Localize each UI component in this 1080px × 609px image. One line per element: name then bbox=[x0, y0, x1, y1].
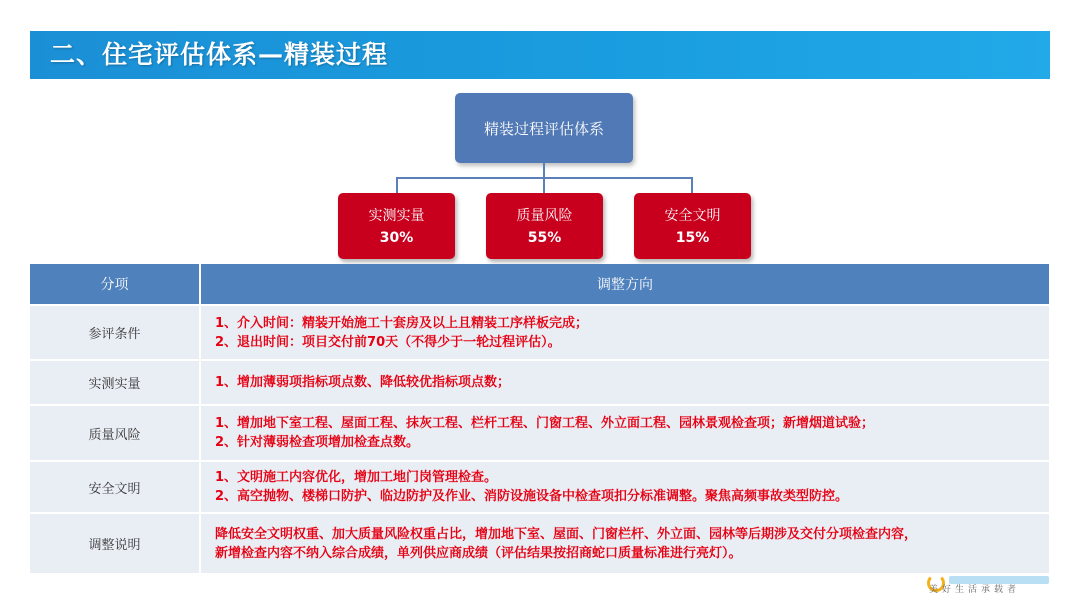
adjustment-table bbox=[30, 264, 1051, 573]
content-line: 2、高空抛物、楼梯口防护、临边防护及作业、消防设施设备中检查项扣分标准调整。聚焦高频事故类型防控。 bbox=[215, 489, 849, 504]
row-content bbox=[200, 360, 1050, 405]
content-line: 新增检查内容不纳入综合成绩，单列供应商成绩（评估结果按招商蛇口质量标准进行亮灯）。 bbox=[215, 545, 742, 561]
node-label: 实测实量 bbox=[368, 208, 425, 224]
header-direction: 调整方向 bbox=[200, 264, 1050, 305]
connector-left bbox=[396, 177, 398, 193]
row-label: 参评条件 bbox=[30, 305, 200, 360]
row-label: 安全文明 bbox=[30, 461, 200, 513]
logo-slogan: 美好生活承载者 bbox=[929, 585, 1021, 595]
table-row bbox=[30, 513, 1050, 573]
content-line: 2、针对薄弱检查项增加检查点数。 bbox=[215, 435, 420, 450]
company-logo bbox=[927, 574, 1050, 604]
tree-node-safety bbox=[634, 193, 751, 259]
page-title: 二、住宅评估体系—精装过程 bbox=[50, 40, 389, 69]
content-line: 1、文明施工内容优化，增加工地门岗管理检查。 bbox=[215, 470, 498, 485]
connector-middle bbox=[543, 177, 545, 193]
row-content bbox=[200, 513, 1050, 573]
row-content bbox=[200, 405, 1050, 461]
header-category: 分项 bbox=[30, 264, 200, 305]
content-line: 1、增加地下室工程、屋面工程、抹灰工程、栏杆工程、门窗工程、外立面工程、园林景观检查项；新增烟道试验； bbox=[215, 416, 875, 431]
row-content bbox=[200, 461, 1050, 513]
tree-root-node: 精装过程评估体系 bbox=[455, 93, 633, 163]
title-bar bbox=[30, 31, 1050, 79]
node-weight: 55% bbox=[527, 230, 562, 246]
connector-right bbox=[691, 177, 693, 193]
node-weight: 30% bbox=[379, 230, 414, 246]
connector-trunk bbox=[543, 163, 545, 178]
table-row bbox=[30, 360, 1050, 405]
content-line: 降低安全文明权重、加大质量风险权重占比，增加地下室、屋面、门窗栏杆、外立面、园林等后期涉及交付分项检查内容， bbox=[215, 526, 918, 542]
row-label: 调整说明 bbox=[30, 513, 200, 573]
row-label: 质量风险 bbox=[30, 405, 200, 461]
table-header-row bbox=[30, 264, 1050, 305]
table-row bbox=[30, 461, 1050, 513]
content-line: 2、退出时间：项目交付前70天（不得少于一轮过程评估）。 bbox=[215, 334, 561, 350]
node-weight: 15% bbox=[675, 230, 710, 246]
table-row bbox=[30, 305, 1050, 360]
tree-node-quality-risk bbox=[486, 193, 603, 259]
table-row bbox=[30, 405, 1050, 461]
row-content bbox=[200, 305, 1050, 360]
content-line: 1、介入时间：精装开始施工十套房及以上且精装工序样板完成； bbox=[215, 315, 589, 331]
content-line: 1、增加薄弱项指标项点数、降低较优指标项点数； bbox=[215, 375, 511, 390]
node-label: 质量风险 bbox=[516, 208, 573, 224]
node-label: 安全文明 bbox=[664, 208, 721, 224]
tree-node-measurement bbox=[338, 193, 455, 259]
row-label: 实测实量 bbox=[30, 360, 200, 405]
